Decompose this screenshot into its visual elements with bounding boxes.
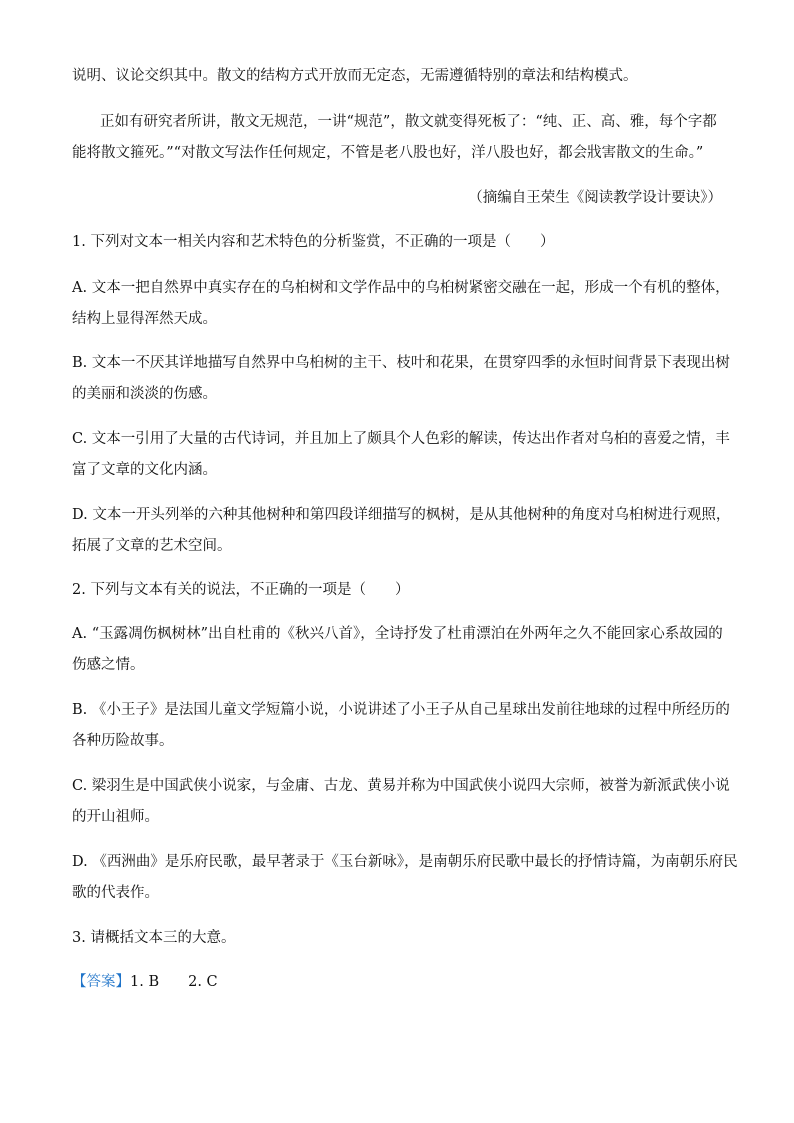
q1-option-a-line-2: 结构上显得浑然天成。	[72, 311, 217, 327]
q2-option-c-line-2: 的开山祖师。	[72, 809, 159, 825]
q2-option-b-line-1: B. 《小王子》是法国儿童文学短篇小说，小说讲述了小王子从自己星球出发前往地球的过程中所经历的	[72, 702, 730, 718]
answer-label: 【答案】	[72, 974, 130, 990]
q1-option-d-line-1: D. 文本一开头列举的六种其他树种和第四段详细描写的枫树，是从其他树种的角度对乌桕树进行观照，	[72, 507, 731, 523]
intro-para2-line-2: 能将散文箍死。”“对散文写法作任何规定，不管是老八股也好，洋八股也好，都会戕害散文的生命。”	[72, 145, 704, 161]
source-citation: （摘编自王荣生《阅读教学设计要诀》）	[468, 190, 722, 206]
intro-line-1: 说明、议论交织其中。散文的结构方式开放而无定态，无需遵循特别的章法和结构模式。	[72, 68, 638, 84]
answer-line	[72, 972, 722, 992]
q2-option-b-line-2: 各种历险故事。	[72, 733, 174, 749]
q1-option-d-line-2: 拓展了文章的艺术空间。	[72, 538, 232, 554]
q2-option-d-line-2: 歌的代表作。	[72, 885, 159, 901]
q1-option-c-line-1: C. 文本一引用了大量的古代诗词，并且加上了颇具个人色彩的解读，传达出作者对乌桕的喜爱之情，丰	[72, 431, 730, 447]
question-3-stem: 3. 请概括文本三的大意。	[72, 930, 236, 946]
q1-option-b-line-2: 的美丽和淡淡的伤感。	[72, 386, 217, 402]
q2-option-a-line-2: 伤感之情。	[72, 657, 145, 673]
question-2-stem: 2. 下列与文本有关的说法，不正确的一项是（ ）	[72, 582, 410, 598]
q2-option-d-line-1: D. 《西洲曲》是乐府民歌，最早著录于《玉台新咏》，是南朝乐府民歌中最长的抒情诗篇，为南朝乐府民	[72, 854, 738, 870]
answer-text: 1. B 2. C	[130, 974, 218, 990]
q1-option-b-line-1: B. 文本一不厌其详地描写自然界中乌桕树的主干、枝叶和花果，在贯穿四季的永恒时间背景下表现出树	[72, 355, 730, 371]
q1-option-c-line-2: 富了文章的文化内涵。	[72, 462, 217, 478]
q2-option-c-line-1: C. 梁羽生是中国武侠小说家，与金庸、古龙、黄易并称为中国武侠小说四大宗师，被誉为新派武侠小说	[72, 778, 730, 794]
question-1-stem: 1. 下列对文本一相关内容和艺术特色的分析鉴赏，不正确的一项是（ ）	[72, 234, 555, 250]
intro-para2-line-1: 正如有研究者所讲，散文无规范，一讲“规范”，散文就变得死板了：“纯、正、高、雅，每个字都	[100, 114, 717, 130]
q2-option-a-line-1: A. “玉露凋伤枫树林”出自杜甫的《秋兴八首》，全诗抒发了杜甫漂泊在外两年之久不能回家心系故园的	[72, 626, 723, 642]
q1-option-a-line-1: A. 文本一把自然界中真实存在的乌桕树和文学作品中的乌桕树紧密交融在一起，形成一个有机的整体，	[72, 280, 730, 296]
